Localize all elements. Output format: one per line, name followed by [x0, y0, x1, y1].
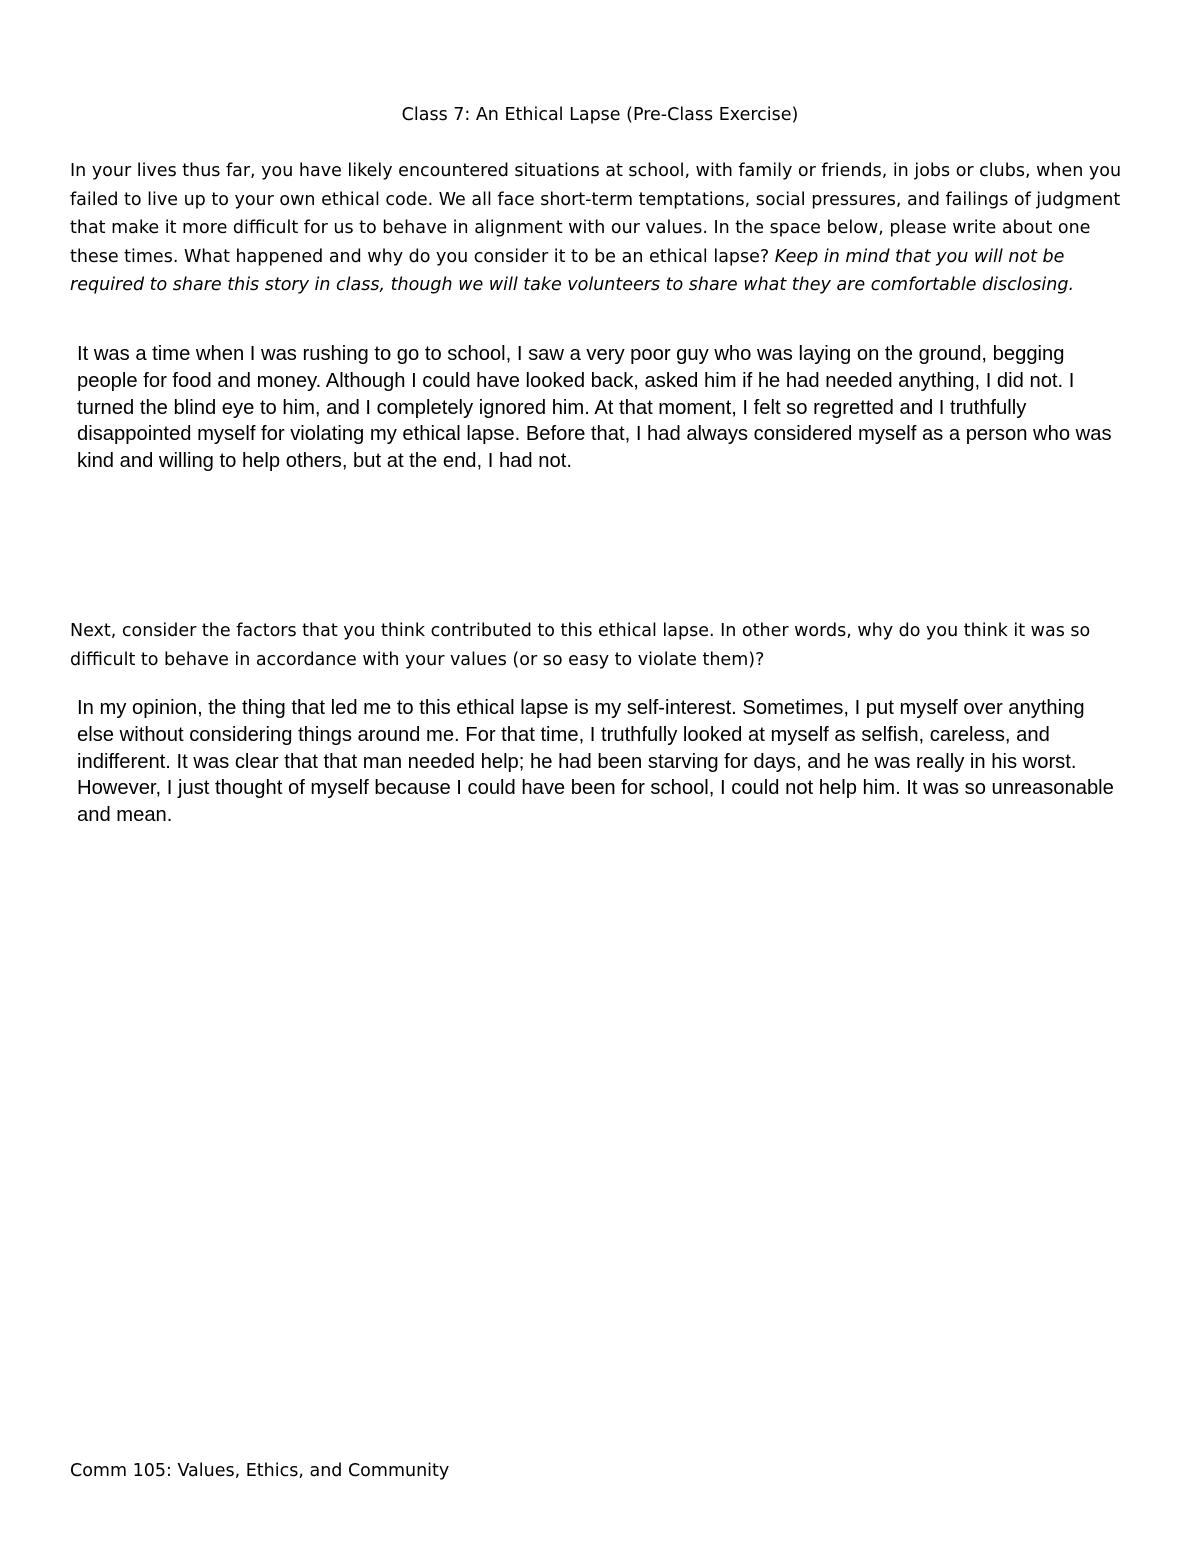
answer-2: In my opinion, the thing that led me to this ethical lapse is my self-interest. Sometimes, I put myself over anything else without considering things around me. For that time, I truthfully looked at myself as selfish, careless, and indifferent. It was clear that that man needed help; he had been starving for days, and he was really in his worst. However, I just thought of myself because I could have been for school, I could not help him. It was so unreasonable and mean.	[77, 697, 1114, 827]
prompt-1	[70, 157, 1140, 300]
prompt-1-italic-note: Keep in mind that you will not be required to share this story in class, though we will take volunteers to share what they are comfortable disclosing.	[70, 246, 1075, 295]
document-title: Class 7: An Ethical Lapse (Pre-Class Exercise)	[401, 105, 799, 125]
prompt-1-text: In your lives thus far, you have likely encountered situations at school, with family or friends, in jobs or clubs, when you failed to live up to your own ethical code. We all face short-term temptations, social pressures, and failings of judgment that make it more difficult for us to behave in alignment with our values. In the space below, please write about one these times. What happened and why do you consider it to be an ethical lapse?	[70, 161, 1122, 267]
answer-1: It was a time when I was rushing to go to school, I saw a very poor guy who was laying on the ground, begging people for food and money. Although I could have looked back, asked him if he had needed anything, I did not. I turned the blind eye to him, and I completely ignored him. At that moment, I felt so regretted and I truthfully disappointed myself for violating my ethical lapse. Before that, I had always considered myself as a person who was kind and willing to help others, but at the end, I had not.	[77, 343, 1112, 473]
page-footer: Comm 105: Values, Ethics, and Community	[70, 1461, 450, 1481]
prompt-2: Next, consider the factors that you think contributed to this ethical lapse. In other words, why do you think it was so difficult to behave in accordance with your values (or so easy to violate them)?	[70, 621, 1091, 670]
